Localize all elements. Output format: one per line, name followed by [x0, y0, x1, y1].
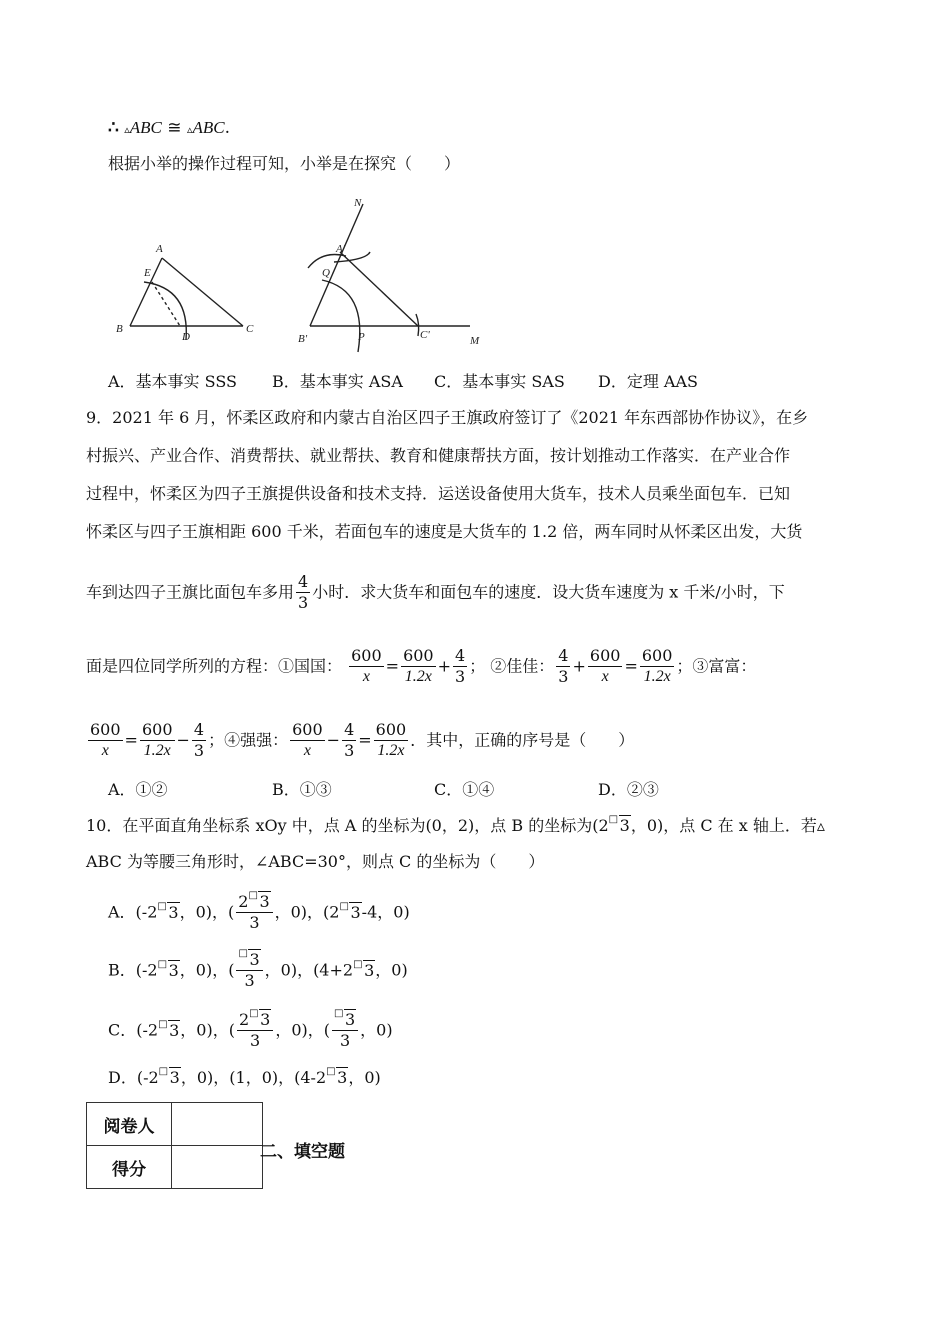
- sqrt-3: [158, 1018, 180, 1041]
- text: ．其中，正确的序号是（ ）: [410, 730, 635, 750]
- text: A．(-2: [108, 902, 158, 922]
- text: ，0)，点 C 在 x 轴上．若▵: [630, 816, 825, 835]
- denominator: 1.2x: [143, 742, 171, 759]
- sqrt-3: [326, 1068, 348, 1088]
- sqrt-3: [339, 900, 361, 923]
- radicand: 3: [169, 1068, 180, 1087]
- text: 车到达四子王旗比面包车多用: [86, 582, 295, 602]
- radicand: 3: [259, 892, 270, 911]
- denominator: x: [362, 668, 370, 685]
- fraction: [290, 720, 325, 761]
- q10-option-a[interactable]: [108, 892, 410, 936]
- text: ，0)，(4+2: [264, 960, 354, 980]
- fraction-4-3: [296, 572, 310, 613]
- text: ，0): [360, 1020, 393, 1040]
- fraction: [374, 720, 409, 761]
- text: C．(-2: [108, 1020, 159, 1040]
- fraction: [332, 1010, 358, 1051]
- q10-option-c[interactable]: [108, 1010, 393, 1054]
- reviewer-label: 阅卷人: [87, 1103, 172, 1146]
- coef: 2: [238, 892, 249, 911]
- score-table: [86, 1102, 263, 1189]
- denominator: 1.2x: [404, 668, 432, 685]
- triangle-symbol: ▵: [124, 123, 130, 136]
- text: ，0)，(: [179, 960, 235, 980]
- triangle-name: ABC: [129, 118, 162, 137]
- denominator: x: [101, 742, 109, 759]
- arc-left: [144, 282, 186, 340]
- q9-line-2: 村振兴、产业合作、消费帮扶、就业帮扶、教育和健康帮扶方面，按计划推动工作落实．在产业合作: [86, 446, 791, 465]
- segment-AC-prime: [340, 252, 418, 326]
- minus: −: [326, 730, 341, 750]
- sqrt-3: [157, 900, 179, 923]
- radicand: 3: [337, 1068, 348, 1087]
- numerator: 4: [558, 646, 569, 665]
- denominator: 3: [193, 741, 205, 760]
- triangle-symbol: ▵: [186, 123, 193, 136]
- q9-line-1: 9．2021 年 6 月，怀柔区政府和内蒙古自治区四子王旗政府签订了《2021 年东西部协作协议》，在乡: [86, 408, 809, 427]
- radicand: 3: [350, 902, 361, 922]
- equals: =: [385, 656, 400, 676]
- conclusion-line: [108, 118, 230, 140]
- numerator: [237, 1010, 273, 1031]
- q9-option-b[interactable]: B．①③: [272, 780, 332, 799]
- text: ； ②佳佳：: [469, 656, 555, 676]
- numerator: 600: [141, 720, 173, 739]
- denominator: 1.2x: [377, 742, 405, 759]
- root-index: □: [158, 1066, 169, 1077]
- equals: =: [624, 656, 638, 676]
- numerator: 600: [641, 646, 673, 665]
- fraction: [236, 892, 272, 933]
- sqrt-3: [248, 892, 270, 912]
- q9-line-6: [86, 646, 756, 687]
- therefore-symbol: ∴: [108, 118, 119, 138]
- text: ，0): [348, 1068, 381, 1087]
- reviewer-cell[interactable]: [172, 1103, 263, 1146]
- score-cell[interactable]: [172, 1146, 263, 1189]
- text: 面是四位同学所列的方程：①国国：: [86, 656, 343, 676]
- ray-BN: [310, 204, 363, 326]
- fraction: [640, 646, 675, 687]
- radicand: 3: [619, 816, 630, 835]
- q8-question: 根据小举的操作过程可知，小举是在探究（ ）: [108, 154, 461, 173]
- denominator: 1.2x: [643, 668, 671, 685]
- q9-line-7: [86, 720, 634, 761]
- minus: −: [176, 730, 190, 750]
- numerator: 600: [375, 720, 407, 739]
- q9-option-a[interactable]: A．①②: [108, 780, 168, 799]
- denominator: x: [303, 742, 311, 759]
- numerator: 4: [455, 646, 466, 665]
- coef: 2: [238, 1010, 250, 1029]
- fraction: [588, 646, 623, 687]
- root-index: □: [157, 958, 168, 970]
- text: 10．在平面直角坐标系 xOy 中，点 A 的坐标为(0，2)，点 B 的坐标为(2: [86, 816, 609, 835]
- numerator: 600: [90, 720, 121, 739]
- period: .: [224, 118, 230, 138]
- numerator: 600: [589, 646, 621, 665]
- root-index: □: [333, 1008, 344, 1019]
- sqrt-3: [353, 958, 375, 981]
- fraction: [401, 646, 436, 687]
- congruent-symbol: ≅: [167, 118, 182, 138]
- denominator: 3: [558, 667, 569, 686]
- sqrt-3: [249, 1010, 271, 1030]
- numerator: [236, 950, 262, 971]
- denominator: x: [601, 668, 609, 685]
- root-index: □: [238, 948, 248, 959]
- text: B．(-2: [108, 960, 158, 980]
- sqrt-3: [157, 958, 180, 981]
- numerator: 600: [351, 646, 382, 665]
- root-index: □: [339, 900, 349, 912]
- denominator: 3: [244, 971, 255, 990]
- sqrt-3: [238, 950, 260, 970]
- fraction: [453, 646, 467, 687]
- q9-line-3: 过程中，怀柔区为四子王旗提供设备和技术支持．运送设备使用大货车，技术人员乘坐面包车．已知: [86, 484, 791, 503]
- radicand: 3: [249, 950, 260, 969]
- text: -4，0): [361, 902, 410, 922]
- plus: +: [437, 656, 452, 676]
- numerator: 4: [298, 572, 309, 591]
- numerator: 4: [344, 720, 355, 739]
- equals: =: [358, 730, 372, 750]
- numerator: 600: [403, 646, 434, 665]
- q10-line-1: [86, 816, 825, 836]
- fraction: [342, 720, 356, 761]
- q8-option-d[interactable]: D．定理 AAS: [598, 372, 698, 391]
- root-index: □: [608, 814, 619, 825]
- label-N: N: [354, 197, 362, 209]
- q10-option-b[interactable]: [108, 950, 408, 994]
- text: 小时．求大货车和面包车的速度．设大货车速度为 x 千米/小时，下: [312, 582, 785, 602]
- fraction: [237, 1010, 273, 1051]
- denominator: 3: [455, 667, 466, 686]
- sqrt-3: [159, 1068, 181, 1088]
- root-index: □: [326, 1066, 336, 1077]
- denominator: 3: [298, 593, 309, 612]
- numerator: [332, 1010, 358, 1031]
- label-P: P: [358, 331, 365, 343]
- text: ；③富富：: [676, 656, 757, 676]
- radicand: 3: [260, 1010, 271, 1029]
- sqrt-3: [609, 816, 631, 836]
- label-A-prime: A': [336, 243, 346, 255]
- label-B-prime: B': [298, 333, 308, 345]
- q8-option-a[interactable]: A．基本事实 SSS: [108, 372, 237, 391]
- label-B: B: [116, 323, 123, 335]
- radicand: 3: [364, 960, 375, 980]
- fraction: [236, 950, 262, 991]
- plus: +: [572, 656, 586, 676]
- fraction: [556, 646, 570, 687]
- numerator: [236, 892, 272, 913]
- fraction: [192, 720, 206, 761]
- text: ，0)，(: [275, 1020, 330, 1040]
- label-E: E: [144, 267, 151, 279]
- text: ，0)，(1，0)，(4-2: [180, 1068, 327, 1087]
- text: ，0): [375, 960, 408, 980]
- numerator: 600: [292, 720, 323, 739]
- denominator: 3: [344, 741, 355, 760]
- radicand: 3: [168, 960, 179, 980]
- label-Q: Q: [322, 267, 330, 279]
- denominator: 3: [250, 1031, 261, 1050]
- denominator: 3: [249, 913, 260, 932]
- radicand: 3: [169, 1020, 180, 1040]
- numerator: 4: [193, 720, 205, 739]
- text: D．(-2: [108, 1068, 159, 1087]
- text: ；④强强：: [208, 730, 289, 750]
- q9-option-d[interactable]: D．②③: [598, 780, 659, 799]
- label-M: M: [470, 335, 480, 347]
- triangle-name: ABC: [192, 118, 225, 137]
- text: ，0)，(2: [274, 902, 340, 922]
- section-title: 二、填空题: [260, 1142, 345, 1162]
- fraction: [88, 720, 123, 761]
- q10-line-2: ABC 为等腰三角形时，∠ABC=30°，则点 C 的坐标为（ ）: [86, 852, 545, 871]
- q9-option-c[interactable]: C．①④: [434, 780, 495, 799]
- radicand: 3: [344, 1010, 356, 1029]
- root-index: □: [353, 958, 363, 970]
- fraction: [349, 646, 384, 687]
- sqrt-3: [334, 1010, 356, 1030]
- q10-option-d[interactable]: [108, 1068, 381, 1088]
- text: ，0)，(: [179, 902, 235, 922]
- root-index: □: [158, 1018, 168, 1030]
- root-index: □: [248, 890, 258, 901]
- label-C-prime: C': [420, 329, 430, 341]
- equals: =: [124, 730, 138, 750]
- text: ，0)，(: [180, 1020, 235, 1040]
- score-label: 得分: [87, 1146, 172, 1189]
- radicand: 3: [168, 902, 179, 922]
- root-index: □: [249, 1008, 259, 1019]
- q8-option-b[interactable]: B．基本事实 ASA: [272, 372, 403, 391]
- label-D: D: [182, 331, 190, 343]
- q9-line-5: [86, 572, 785, 614]
- arc-right: [322, 280, 360, 352]
- root-index: □: [157, 900, 167, 912]
- denominator: 3: [339, 1031, 351, 1050]
- label-A: A: [156, 243, 163, 255]
- segment-AC: [162, 258, 243, 326]
- q9-line-4: 怀柔区与四子王旗相距 600 千米，若面包车的速度是大货车的 1.2 倍，两车同时从怀柔区出发，大货: [86, 522, 803, 541]
- label-C: C: [246, 323, 254, 335]
- construction-figure: [100, 190, 500, 360]
- fraction: [140, 720, 175, 761]
- q8-option-c[interactable]: C．基本事实 SAS: [434, 372, 565, 391]
